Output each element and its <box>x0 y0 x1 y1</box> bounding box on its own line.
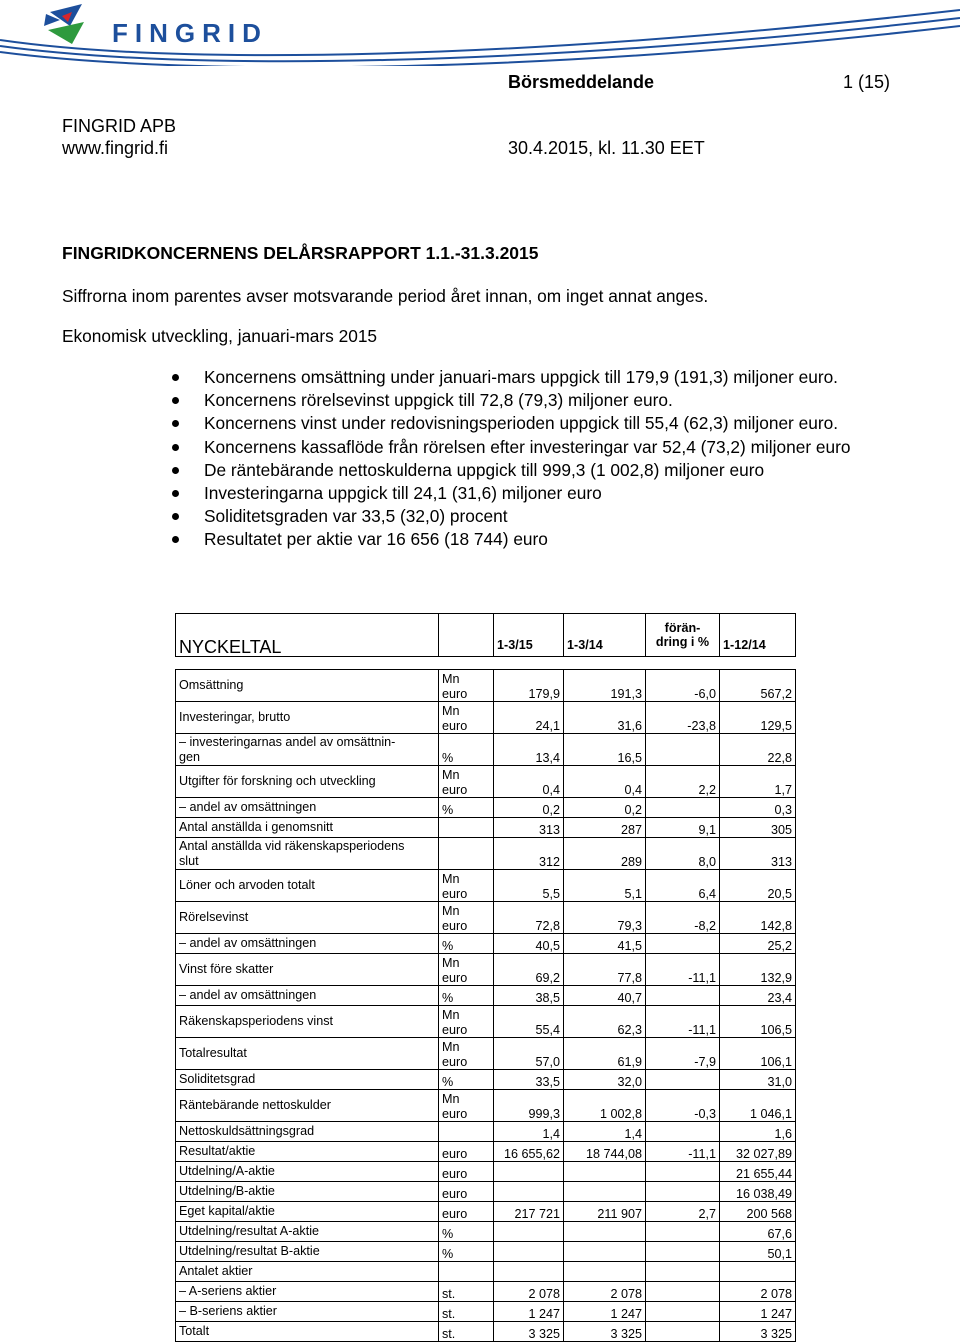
row-value <box>720 1262 796 1282</box>
row-value <box>646 734 720 766</box>
page-number: 1 (15) <box>843 72 891 92</box>
row-value: 567,2 <box>720 670 796 702</box>
row-label: Resultat/aktie <box>176 1142 439 1162</box>
row-label: Löner och arvoden totalt <box>176 870 439 902</box>
row-value: 1,7 <box>720 766 796 798</box>
column-header: 1-12/14 <box>720 614 796 657</box>
highlight-item: Koncernens omsättning under januari-mars uppgick till 179,9 (191,3) miljoner euro. <box>160 366 940 389</box>
row-unit: % <box>439 1070 494 1090</box>
row-unit: st. <box>439 1282 494 1302</box>
row-value: -0,3 <box>646 1090 720 1122</box>
row-unit: Mn euro <box>439 1090 494 1122</box>
row-value: 1,4 <box>494 1122 564 1142</box>
row-value: 79,3 <box>564 902 646 934</box>
row-value: 55,4 <box>494 1006 564 1038</box>
row-value: 62,3 <box>564 1006 646 1038</box>
row-value <box>646 1182 720 1202</box>
table-row <box>176 986 796 1006</box>
table-row <box>176 1090 796 1122</box>
row-value: 21 655,44 <box>720 1162 796 1182</box>
row-value: 179,9 <box>494 670 564 702</box>
row-value: 57,0 <box>494 1038 564 1070</box>
table-row <box>176 1070 796 1090</box>
table-row <box>176 934 796 954</box>
row-label: Utdelning/resultat A-aktie <box>176 1222 439 1242</box>
row-value: 69,2 <box>494 954 564 986</box>
row-label: – investeringarnas andel av omsättnin- gen <box>176 734 439 766</box>
row-value: 77,8 <box>564 954 646 986</box>
row-value: 0,4 <box>494 766 564 798</box>
table-row <box>176 1262 796 1282</box>
row-value: 0,2 <box>564 798 646 818</box>
row-unit: euro <box>439 1182 494 1202</box>
row-unit: % <box>439 934 494 954</box>
table-row <box>176 1182 796 1202</box>
row-unit: Mn euro <box>439 766 494 798</box>
row-label: Antal anställda i genomsnitt <box>176 818 439 838</box>
row-value: 132,9 <box>720 954 796 986</box>
row-unit: % <box>439 1242 494 1262</box>
row-unit: Mn euro <box>439 954 494 986</box>
row-value: -7,9 <box>646 1038 720 1070</box>
row-value: -6,0 <box>646 670 720 702</box>
row-value: 305 <box>720 818 796 838</box>
row-value: 3 325 <box>564 1322 646 1342</box>
row-value: 31,0 <box>720 1070 796 1090</box>
row-value: 0,2 <box>494 798 564 818</box>
row-value: 0,3 <box>720 798 796 818</box>
row-label: Eget kapital/aktie <box>176 1202 439 1222</box>
row-value: 217 721 <box>494 1202 564 1222</box>
row-label: Utdelning/resultat B-aktie <box>176 1242 439 1262</box>
row-value: 40,7 <box>564 986 646 1006</box>
row-label: Totalt <box>176 1322 439 1342</box>
row-value: 16,5 <box>564 734 646 766</box>
row-value: 13,4 <box>494 734 564 766</box>
row-value: 31,6 <box>564 702 646 734</box>
row-value: 2,2 <box>646 766 720 798</box>
column-header: 1-3/15 <box>494 614 564 657</box>
row-label: Räkenskapsperiodens vinst <box>176 1006 439 1038</box>
report-subtitle: Siffrorna inom parentes avser motsvarande period året innan, om inget annat anges. <box>62 286 709 306</box>
table-row <box>176 954 796 986</box>
table-row <box>176 818 796 838</box>
row-value <box>494 1222 564 1242</box>
highlight-item: Soliditetsgraden var 33,5 (32,0) procent <box>160 505 940 528</box>
row-value: 6,4 <box>646 870 720 902</box>
highlight-item: Koncernens rörelsevinst uppgick till 72,8 (79,3) miljoner euro. <box>160 389 940 412</box>
row-value <box>646 1222 720 1242</box>
table-row <box>176 1162 796 1182</box>
row-value: 22,8 <box>720 734 796 766</box>
table-row <box>176 1242 796 1262</box>
table-title: NYCKELTAL <box>176 614 439 657</box>
highlight-item: Resultatet per aktie var 16 656 (18 744) euro <box>160 528 940 551</box>
row-unit: euro <box>439 1202 494 1222</box>
table-row <box>176 734 796 766</box>
row-value: 313 <box>494 818 564 838</box>
table-row <box>176 1038 796 1070</box>
row-value: 32,0 <box>564 1070 646 1090</box>
row-label: Utgifter för forskning och utveckling <box>176 766 439 798</box>
section-heading: Ekonomisk utveckling, januari-mars 2015 <box>62 326 378 346</box>
row-value: 67,6 <box>720 1222 796 1242</box>
row-value <box>564 1182 646 1202</box>
row-value <box>564 1222 646 1242</box>
logo-wordmark: FINGRID <box>112 18 268 48</box>
row-value: 41,5 <box>564 934 646 954</box>
row-value: 289 <box>564 838 646 870</box>
table-row <box>176 702 796 734</box>
row-value: 312 <box>494 838 564 870</box>
row-value: -11,1 <box>646 954 720 986</box>
row-value: -23,8 <box>646 702 720 734</box>
row-value: 313 <box>720 838 796 870</box>
row-value <box>564 1242 646 1262</box>
row-value: 2 078 <box>720 1282 796 1302</box>
highlights-list <box>160 366 940 552</box>
row-value: 1 247 <box>720 1302 796 1322</box>
row-unit: euro <box>439 1142 494 1162</box>
row-value: 2 078 <box>494 1282 564 1302</box>
row-unit: Mn euro <box>439 1006 494 1038</box>
row-unit: % <box>439 734 494 766</box>
table-row <box>176 1282 796 1302</box>
row-value: 32 027,89 <box>720 1142 796 1162</box>
row-value: 129,5 <box>720 702 796 734</box>
highlight-item: Koncernens kassaflöde från rörelsen efter investeringar var 52,4 (73,2) miljoner euro <box>160 436 940 459</box>
row-value <box>646 798 720 818</box>
column-header: förän- dring i % <box>646 614 720 657</box>
row-unit: st. <box>439 1302 494 1322</box>
row-value: 5,1 <box>564 870 646 902</box>
row-value: 3 325 <box>720 1322 796 1342</box>
table-row <box>176 870 796 902</box>
row-unit <box>439 1262 494 1282</box>
row-value: 2,7 <box>646 1202 720 1222</box>
row-value <box>494 1162 564 1182</box>
row-value <box>646 1162 720 1182</box>
row-value: 25,2 <box>720 934 796 954</box>
row-unit: Mn euro <box>439 670 494 702</box>
row-value: 8,0 <box>646 838 720 870</box>
row-label: Vinst före skatter <box>176 954 439 986</box>
table-row <box>176 1302 796 1322</box>
row-value: 72,8 <box>494 902 564 934</box>
row-value: 1 046,1 <box>720 1090 796 1122</box>
row-value: 16 655,62 <box>494 1142 564 1162</box>
row-value: 50,1 <box>720 1242 796 1262</box>
table-row <box>176 902 796 934</box>
row-value <box>646 1122 720 1142</box>
row-value <box>646 986 720 1006</box>
row-value: 1,4 <box>564 1122 646 1142</box>
row-value: 1 247 <box>494 1302 564 1322</box>
row-value <box>494 1182 564 1202</box>
table-row <box>176 766 796 798</box>
row-unit: st. <box>439 1322 494 1342</box>
row-value <box>646 1262 720 1282</box>
row-value: -11,1 <box>646 1142 720 1162</box>
row-value <box>646 1242 720 1262</box>
table-header-row <box>176 614 796 657</box>
row-value: 0,4 <box>564 766 646 798</box>
row-label: – andel av omsättningen <box>176 798 439 818</box>
row-value: 3 325 <box>494 1322 564 1342</box>
row-unit: % <box>439 798 494 818</box>
doc-type: Börsmeddelande <box>508 72 655 92</box>
row-value: 2 078 <box>564 1282 646 1302</box>
row-label: Investeringar, brutto <box>176 702 439 734</box>
row-label: Räntebärande nettoskulder <box>176 1090 439 1122</box>
row-value <box>494 1262 564 1282</box>
table-row <box>176 1142 796 1162</box>
row-value: 16 038,49 <box>720 1182 796 1202</box>
highlight-item: Investeringarna uppgick till 24,1 (31,6) miljoner euro <box>160 482 940 505</box>
row-value: -11,1 <box>646 1006 720 1038</box>
fingrid-logo <box>0 0 960 66</box>
column-header: 1-3/14 <box>564 614 646 657</box>
row-unit: % <box>439 1222 494 1242</box>
row-value <box>646 1302 720 1322</box>
row-value: -8,2 <box>646 902 720 934</box>
row-value: 106,5 <box>720 1006 796 1038</box>
row-value: 191,3 <box>564 670 646 702</box>
table-row <box>176 838 796 870</box>
table-row <box>176 1202 796 1222</box>
row-label: – andel av omsättningen <box>176 986 439 1006</box>
row-label: – B-seriens aktier <box>176 1302 439 1322</box>
report-title: FINGRIDKONCERNENS DELÅRSRAPPORT 1.1.-31.3.2015 <box>62 243 539 263</box>
row-label: – A-seriens aktier <box>176 1282 439 1302</box>
row-value: 23,4 <box>720 986 796 1006</box>
row-value: 287 <box>564 818 646 838</box>
row-label: Utdelning/B-aktie <box>176 1182 439 1202</box>
row-unit: Mn euro <box>439 1038 494 1070</box>
row-value: 142,8 <box>720 902 796 934</box>
table-row <box>176 670 796 702</box>
website-link[interactable]: www.fingrid.fi <box>62 138 169 158</box>
row-unit: Mn euro <box>439 902 494 934</box>
row-value <box>646 1282 720 1302</box>
row-value <box>646 1070 720 1090</box>
row-value: 18 744,08 <box>564 1142 646 1162</box>
key-figures-table <box>175 613 796 1342</box>
row-value <box>646 934 720 954</box>
row-label: Totalresultat <box>176 1038 439 1070</box>
row-value: 20,5 <box>720 870 796 902</box>
row-unit: % <box>439 986 494 1006</box>
row-value: 38,5 <box>494 986 564 1006</box>
row-unit: Mn euro <box>439 702 494 734</box>
row-value: 106,1 <box>720 1038 796 1070</box>
highlight-item: Koncernens vinst under redovisningsperioden uppgick till 55,4 (62,3) miljoner euro. <box>160 412 940 435</box>
highlight-item: De räntebärande nettoskulderna uppgick till 999,3 (1 002,8) miljoner euro <box>160 459 940 482</box>
row-value: 1 247 <box>564 1302 646 1322</box>
row-label: Antalet aktier <box>176 1262 439 1282</box>
row-label: Nettoskuldsättningsgrad <box>176 1122 439 1142</box>
row-label: Omsättning <box>176 670 439 702</box>
unit-header <box>439 614 494 657</box>
row-value <box>564 1262 646 1282</box>
row-value: 1,6 <box>720 1122 796 1142</box>
row-value: 61,9 <box>564 1038 646 1070</box>
row-unit <box>439 838 494 870</box>
row-unit: Mn euro <box>439 870 494 902</box>
table-row <box>176 1122 796 1142</box>
table-row <box>176 1222 796 1242</box>
row-label: Utdelning/A-aktie <box>176 1162 439 1182</box>
table-row <box>176 1006 796 1038</box>
row-value: 40,5 <box>494 934 564 954</box>
row-value: 5,5 <box>494 870 564 902</box>
row-value: 24,1 <box>494 702 564 734</box>
row-value <box>564 1162 646 1182</box>
table-row <box>176 798 796 818</box>
row-value: 33,5 <box>494 1070 564 1090</box>
release-datetime: 30.4.2015, kl. 11.30 EET <box>508 138 705 158</box>
row-label: Rörelsevinst <box>176 902 439 934</box>
row-label: – andel av omsättningen <box>176 934 439 954</box>
company-name: FINGRID APB <box>62 116 177 136</box>
row-unit <box>439 1122 494 1142</box>
row-value: 211 907 <box>564 1202 646 1222</box>
row-value: 200 568 <box>720 1202 796 1222</box>
row-unit: euro <box>439 1162 494 1182</box>
row-value: 1 002,8 <box>564 1090 646 1122</box>
row-label: Antal anställda vid räkenskapsperiodens slut <box>176 838 439 870</box>
row-value <box>494 1242 564 1262</box>
row-value: 999,3 <box>494 1090 564 1122</box>
row-value: 9,1 <box>646 818 720 838</box>
row-unit <box>439 818 494 838</box>
row-label: Soliditetsgrad <box>176 1070 439 1090</box>
